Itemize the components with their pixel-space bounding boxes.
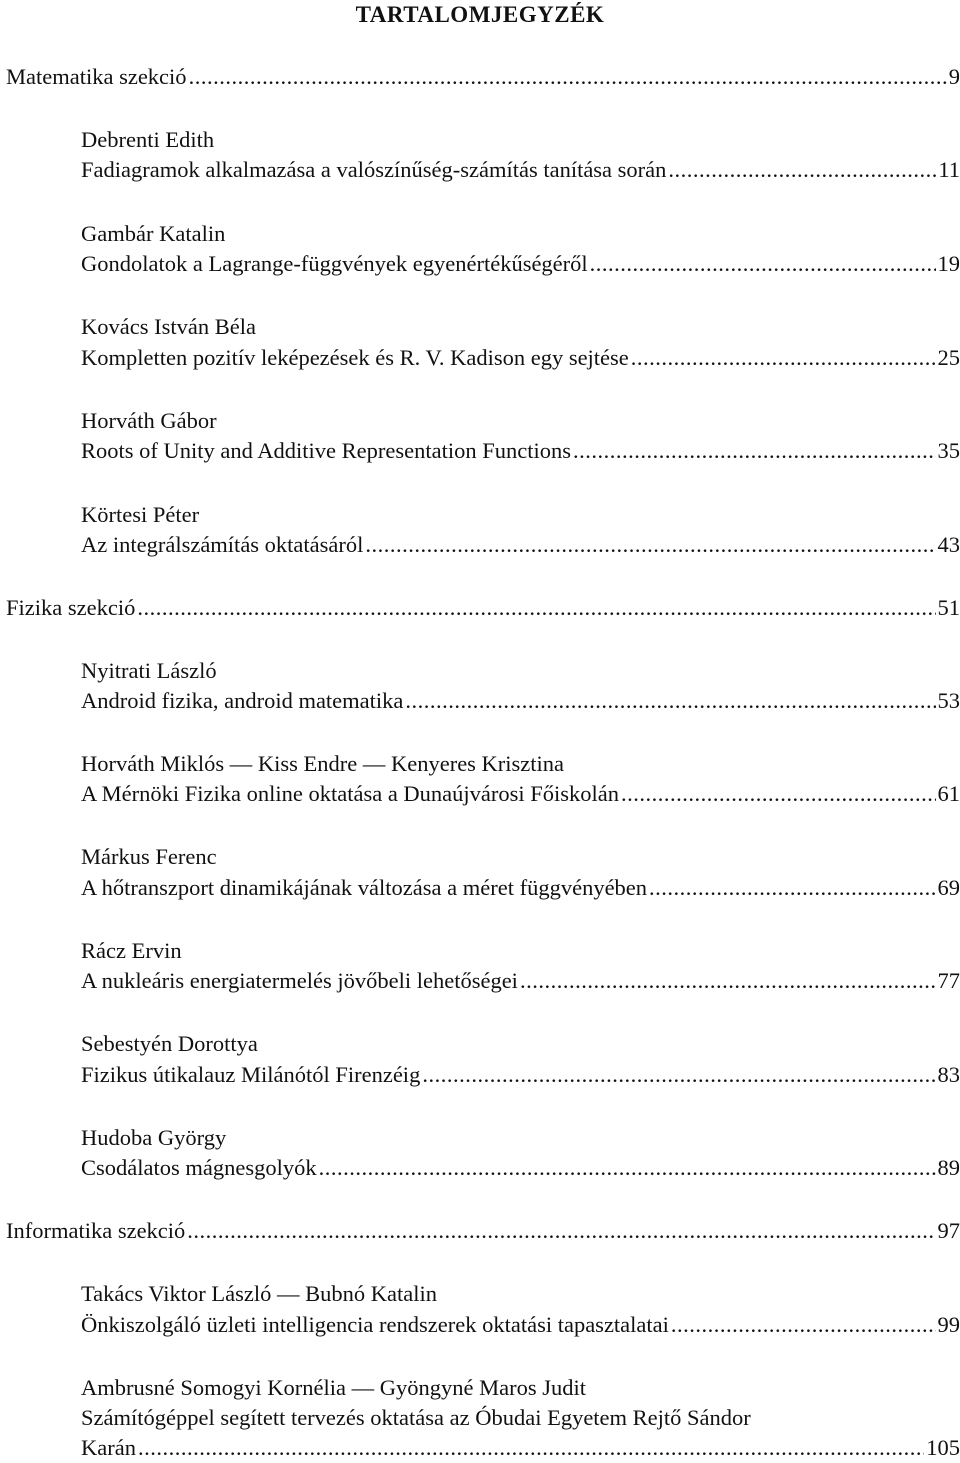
section-title: Fizika szekció — [6, 595, 136, 620]
dot-leader — [668, 155, 936, 185]
entry-title: Kompletten pozitív leképezések és R. V. Kadison egy sejtése — [81, 345, 629, 370]
toc-authors: Rácz Ervin — [81, 938, 182, 963]
page-number: 11 — [938, 157, 960, 182]
page-title: TARTALOMJEGYZÉK — [355, 2, 605, 27]
dot-leader — [671, 1310, 936, 1340]
entry-title: A nukleáris energiatermelés jövőbeli lehetőségei — [81, 968, 518, 993]
toc-section-fizika[interactable] — [6, 593, 960, 623]
dot-leader — [137, 593, 935, 623]
dot-leader — [319, 1153, 936, 1183]
toc-authors: Horváth Miklós ― Kiss Endre ― Kenyeres Krisztina — [81, 751, 565, 776]
dot-leader — [189, 62, 947, 92]
entry-title-continued: Karán — [81, 1435, 136, 1460]
toc-entry[interactable] — [81, 873, 960, 903]
toc-authors: Debrenti Edith — [81, 127, 215, 152]
toc-authors: Hudoba György — [81, 1125, 227, 1150]
toc-entry[interactable] — [81, 1310, 960, 1340]
dot-leader — [138, 1433, 924, 1463]
toc-authors: Körtesi Péter — [81, 502, 200, 527]
page-number: 89 — [937, 1155, 960, 1180]
entry-title: Fadiagramok alkalmazása a valószínűség-számítás tanítása során — [81, 157, 667, 182]
toc-authors: Horváth Gábor — [81, 408, 217, 433]
page-number: 51 — [937, 595, 960, 620]
entry-title: A Mérnöki Fizika online oktatása a Dunaújvárosi Főiskolán — [81, 781, 620, 806]
dot-leader — [590, 249, 936, 279]
toc-authors: Nyitrati László — [81, 658, 217, 683]
section-title: Informatika szekció — [6, 1218, 186, 1243]
toc-authors: Gambár Katalin — [81, 221, 226, 246]
dot-leader — [621, 779, 935, 809]
page-number: 97 — [937, 1218, 960, 1243]
page-number: 77 — [937, 968, 960, 993]
toc-entry[interactable] — [81, 779, 960, 809]
page-number: 53 — [937, 688, 960, 713]
toc-authors: Kovács István Béla — [81, 314, 256, 339]
toc-entry[interactable] — [81, 249, 960, 279]
toc-entry[interactable] — [81, 436, 960, 466]
page-number: 9 — [948, 64, 960, 89]
page-number: 61 — [937, 781, 960, 806]
page-number: 83 — [937, 1062, 960, 1087]
toc-entry[interactable] — [81, 966, 960, 996]
dot-leader — [187, 1216, 935, 1246]
dot-leader — [422, 1060, 935, 1090]
toc-entry[interactable] — [81, 1433, 960, 1463]
entry-title: Önkiszolgáló üzleti intelligencia rendszerek oktatási tapasztalatai — [81, 1312, 669, 1337]
toc-section-matematika[interactable] — [6, 62, 960, 92]
page-number: 35 — [937, 438, 960, 463]
toc-authors: Takács Viktor László ― Bubnó Katalin — [81, 1281, 437, 1306]
entry-title: A hőtranszport dinamikájának változása a méret függvényében — [81, 875, 648, 900]
dot-leader — [520, 966, 936, 996]
dot-leader — [573, 436, 936, 466]
entry-title: Számítógéppel segített tervezés oktatása az Óbudai Egyetem Rejtő Sándor — [81, 1405, 751, 1430]
toc-entry[interactable] — [81, 1153, 960, 1183]
entry-title: Android fizika, android matematika — [81, 688, 404, 713]
entry-title: Csodálatos mágnesgolyók — [81, 1155, 317, 1180]
dot-leader — [365, 530, 935, 560]
toc-authors: Márkus Ferenc — [81, 844, 217, 869]
toc-authors: Ambrusné Somogyi Kornélia ― Gyöngyné Maros Judit — [81, 1375, 586, 1400]
entry-title: Roots of Unity and Additive Representation Functions — [81, 438, 571, 463]
page-number: 99 — [937, 1312, 960, 1337]
dot-leader — [405, 686, 935, 716]
entry-title: Gondolatok a Lagrange-függvények egyenértékűségéről — [81, 251, 588, 276]
page-number: 25 — [937, 345, 960, 370]
toc-entry[interactable] — [81, 686, 960, 716]
toc-entry[interactable] — [81, 155, 960, 185]
dot-leader — [631, 343, 936, 373]
section-title: Matematika szekció — [6, 64, 187, 89]
toc-section-informatika[interactable] — [6, 1216, 960, 1246]
toc-entry[interactable] — [81, 1060, 960, 1090]
toc-entry[interactable] — [81, 530, 960, 560]
toc-authors: Sebestyén Dorottya — [81, 1031, 258, 1056]
page-number: 69 — [937, 875, 960, 900]
toc-entry[interactable] — [81, 343, 960, 373]
page-number: 105 — [926, 1435, 960, 1460]
entry-title: Fizikus útikalauz Milánótól Firenzéig — [81, 1062, 421, 1087]
dot-leader — [649, 873, 935, 903]
entry-title: Az integrálszámítás oktatásáról — [81, 532, 364, 557]
page-number: 43 — [937, 532, 960, 557]
page-number: 19 — [937, 251, 960, 276]
